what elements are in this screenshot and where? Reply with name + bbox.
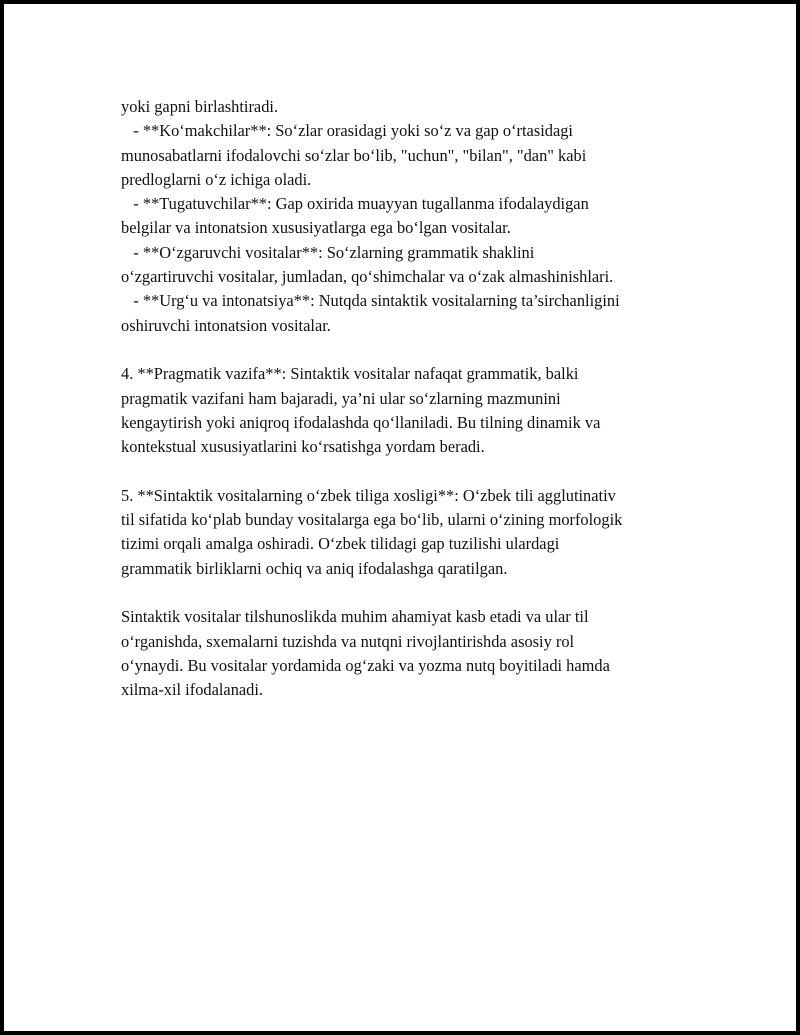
text-line: kontekstual xususiyatlarini ko‘rsatishga yordam beradi. <box>121 437 485 457</box>
document-body <box>121 95 696 727</box>
text-line: munosabatlarni ifodalovchi so‘zlar bo‘lib, "uchun", "bilan", "dan" kabi <box>121 145 587 165</box>
text-line: o‘rganishda, sxemalarni tuzishda va nutqni rivojlantirishda asosiy rol <box>121 631 575 651</box>
text-line: Sintaktik vositalar tilshunoslikda muhim ahamiyat kasb etadi va ular til <box>121 607 589 627</box>
paragraph-pragmatic-function <box>121 362 696 459</box>
paragraph-syntactic-means-list <box>121 95 696 338</box>
text-line: oshiruvchi intonatsion vositalar. <box>121 315 331 335</box>
text-line: o‘zgartiruvchi vositalar, jumladan, qo‘shimchalar va o‘zak almashinishlari. <box>121 267 614 287</box>
text-line: kengaytirish yoki aniqroq ifodalashda qo‘llaniladi. Bu tilning dinamik va <box>121 412 601 432</box>
text-line: tizimi orqali amalga oshiradi. O‘zbek tilidagi gap tuzilishi ulardagi <box>121 534 560 554</box>
paragraph-conclusion <box>121 605 696 702</box>
text-line: o‘ynaydi. Bu vositalar yordamida og‘zaki va yozma nutq boyitiladi hamda <box>121 655 610 675</box>
text-line: - **Urg‘u va intonatsiya**: Nutqda sintaktik vositalarning ta’sirchanligini <box>121 291 620 311</box>
text-line: pragmatik vazifani ham bajaradi, ya’ni ular so‘zlarning mazmunini <box>121 388 561 408</box>
text-line: grammatik birliklarni ochiq va aniq ifodalashga qaratilgan. <box>121 558 508 578</box>
text-line: predloglarni o‘z ichiga oladi. <box>121 169 312 189</box>
text-line: til sifatida ko‘plab bunday vositalarga ega bo‘lib, ularni o‘zining morfologik <box>121 510 623 530</box>
text-line: - **O‘zgaruvchi vositalar**: So‘zlarning grammatik shaklini <box>121 242 535 262</box>
text-line: yoki gapni birlashtiradi. <box>121 97 279 116</box>
text-line: - **Tugatuvchilar**: Gap oxirida muayyan tugallanma ifodalaydigan <box>121 194 589 214</box>
text-line: 4. **Pragmatik vazifa**: Sintaktik vositalar nafaqat grammatik, balki <box>121 364 579 384</box>
text-line: belgilar va intonatsion xususiyatlarga ega bo‘lgan vositalar. <box>121 218 511 238</box>
paragraph-uzbek-specifics <box>121 484 696 581</box>
text-line: xilma-xil ifodalanadi. <box>121 680 264 700</box>
text-line: 5. **Sintaktik vositalarning o‘zbek tiliga xosligi**: O‘zbek tili agglutinativ <box>121 485 616 505</box>
text-line: - **Ko‘makchilar**: So‘zlar orasidagi yoki so‘z va gap o‘rtasidagi <box>121 121 573 141</box>
